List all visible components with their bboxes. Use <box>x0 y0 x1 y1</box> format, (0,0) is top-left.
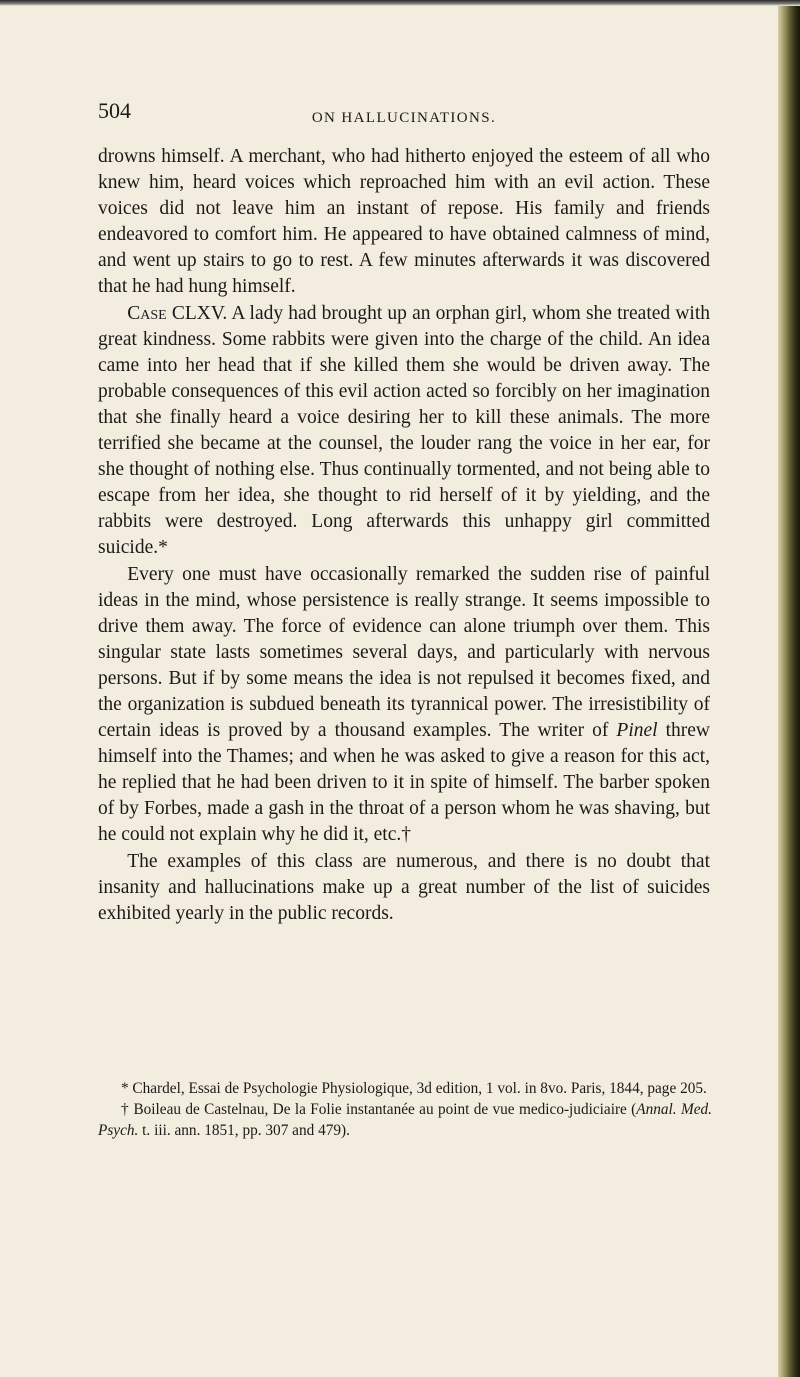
paragraph-3 <box>98 562 710 849</box>
scan-top-edge <box>0 0 800 6</box>
paragraph-3-part-b: threw himself into the Thames; and when he was asked to give a reason for this act, he replied that he had been driven to it in spite of himself. The barber spoken of by Forbes, made a gash in the throat of a person whom he was shaving, but he could not explain why he did it, etc.† <box>98 720 710 846</box>
paragraph-3-part-a: Every one must have occasionally remarked the sudden rise of painful ideas in the mind, whose persistence is really strange. It seems impossible to drive them away. The force of evidence can alone triumph over them. This singular state lasts sometimes several days, and particularly with nervous persons. But if by some means the idea is not repulsed it becomes fixed, and the organization is subdued beneath its tyrannical power. The irresistibility of certain ideas is proved by a thousand examples. The writer of <box>98 563 710 742</box>
paragraph-case-clxv <box>98 301 710 562</box>
page-header <box>98 98 710 134</box>
running-head: ON HALLUCINATIONS. <box>311 110 497 126</box>
case-clxv-text: A lady had brought up an orphan girl, whom she treated with great kindness. Some rabbits were given into the charge of the child. An idea came into her head that if she killed them she would be driven away. The probable consequences of this evil action acted so forcibly on her imagination that she finally heard a voice desiring her to kill these animals. The more terrified she became at the counsel, the louder rang the voice in her ear, for she thought of nothing else. Thus continually tormented, and not being able to escape from her idea, she thought to rid herself of it by yielding, and the rabbits were destroyed. Long afterwards this unhappy girl committed suicide.* <box>98 302 710 559</box>
page-number: 504 <box>98 98 131 123</box>
body-text <box>98 144 710 927</box>
footnote-2-part-b: t. iii. ann. 1851, pp. 307 and 479). <box>138 1122 350 1139</box>
paragraph-1: drowns himself. A merchant, who had hitherto enjoyed the esteem of all who knew him, heard voices which reproached him with an evil action. These voices did not leave him an instant of repose. His family and friends endeavored to comfort him. He appeared to have obtained calmness of mind, and went up stairs to go to rest. A few minutes afterwards it was discovered that he had hung himself. <box>98 146 710 298</box>
footnotes <box>98 1078 712 1141</box>
paragraph-4: The examples of this class are numerous, and there is no doubt that insanity and hallucinations make up a great number of the list of suicides exhibited yearly in the public records. <box>98 850 710 924</box>
book-spine-edge <box>778 0 800 1377</box>
footnote-1: * Chardel, Essai de Psychologie Physiologique, 3d edition, 1 vol. in 8vo. Paris, 1844, page 205. <box>120 1080 707 1097</box>
footnote-2-journal: Annal. Med. Psych. <box>98 1101 712 1139</box>
footnote-2 <box>98 1099 712 1141</box>
pinel-italic: Pinel <box>616 720 658 742</box>
case-heading: Case CLXV. <box>127 302 228 324</box>
footnote-2-part-a: † Boileau de Castelnau, De la Folie instantanée au point de vue medico-judiciaire ( <box>120 1101 637 1118</box>
